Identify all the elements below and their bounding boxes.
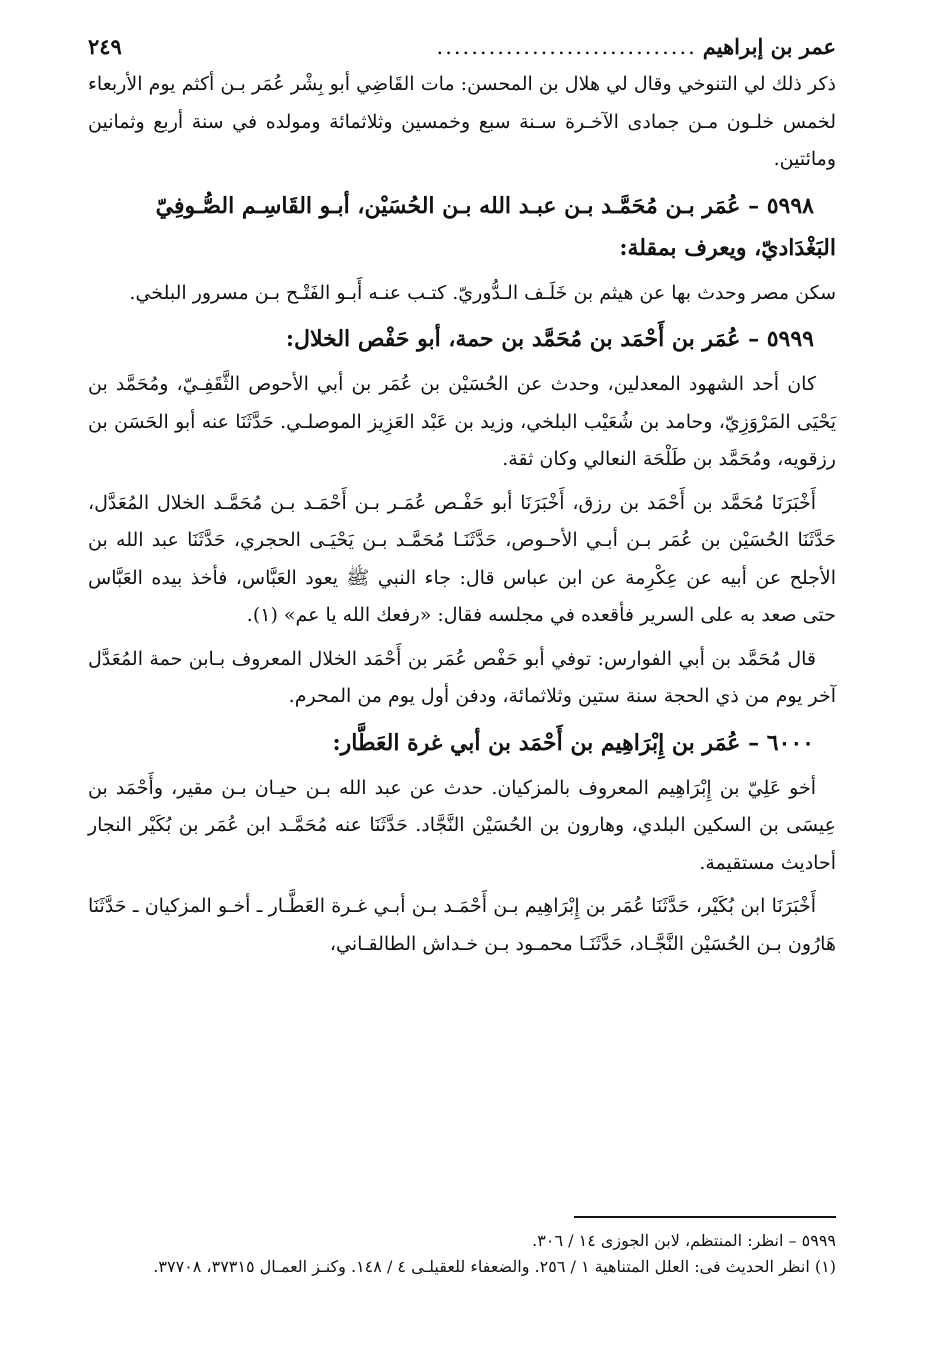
running-head: [88, 30, 836, 66]
paragraph-5998-body: سكن مصر وحدث بها عن هيثم بن خَلَـف الـدُّوريّ. كتـب عنـه أَبـو الفَتْـح بـن مسرور البلخي.: [129, 281, 836, 304]
entry-heading-5999: ٥٩٩٩ – عُمَر بن أَحْمَد بن مُحَمَّد بن حمة، أبو حَفْص الخلال:: [285, 326, 814, 352]
running-head-title: عمر بن إبراهيم: [702, 34, 836, 59]
footnote-5999: ٥٩٩٩ – انظر: المنتظم، لابن الجوزى ١٤ / ٣٠٦.: [532, 1231, 836, 1250]
running-head-leader-dots: ..............................: [436, 35, 697, 59]
footnote-separator-rule: [574, 1216, 836, 1218]
paragraph-5999-death: قال مُحَمَّد بن أبي الفوارس: توفي أبو حَفْص عُمَر بن أَحْمَد الخلال المعروف بـابن حمة المُعَدَّل آخر يوم من ذي الحجة سنة ستين وثلاثمائة، ودفن أول يوم من المحرم.: [88, 647, 836, 707]
paragraph-6000-hadith: أَخْبَرَنَا ابن بُكَيْر، حَدَّثَنَا عُمَر بن إِبْرَاهِيم بـن أَحْمَـد بـن أبـي غـرة العَطَّـار ـ أخـو المزكيان ـ حَدَّثَنَا هَارُون بـن الحُسَيْن النَّجَّـاد، حَدَّثَنَـا محمـود بـن خـداش الطالقـاني،: [88, 895, 836, 955]
footnotes: [88, 1216, 836, 1280]
entry-heading-6000: ٦٠٠٠ – عُمَر بن إِبْرَاهِيم بن أَحْمَد بن أبي غرة العَطَّار:: [332, 729, 814, 756]
paragraph-5999-bio: كان أحد الشهود المعدلين، وحدث عن الحُسَيْن بن عُمَر بن أبي الأحوص الثَّقَفِـيّ، ومُحَمَّد بن يَحْيَى المَرْوَزِيّ، وحامد بن شُعَيْب البلخي، وزيد بن عَبْد العَزِيز الموصلـي. حَدَّثَنَا عنه أبو الحَسَن بن رزقويه، ومُحَمَّد بن طَلْحَة النعالي وكان ثقة.: [88, 373, 836, 470]
footnote-1: (١) انظر الحديث فى: العلل المتناهية ١ / ٢٥٦. والضعفاء للعقيلـى ٤ / ١٤٨. وكنـز العمـال ٣٧٣١٥، ٣٧٧٠٨.: [153, 1257, 836, 1276]
paragraph-intro: ذكر ذلك لي التنوخي وقال لي هلال بن المحسن: مات القَاضِي أبو بِشْر عُمَر بـن أكثم يوم الأربعاء لخمس خلـون مـن جمادى الآخـرة سـنة سبع وخمسين وثلاثمائة ومولده في سنة أربع وثمانين ومائتين.: [88, 73, 836, 170]
entry-heading-5998: ٥٩٩٨ – عُمَر بـن مُحَمَّـد بـن عبـد الله بـن الحُسَيْن، أبـو القَاسِـم الصُّـوفِيّ البَغْدَاديّ، ويعرف بمقلة:: [155, 192, 836, 261]
book-page: [88, 30, 836, 969]
page-number: ٢٤٩: [88, 34, 122, 59]
paragraph-6000-bio: أخو عَلِيّ بن إِبْرَاهِيم المعروف بالمزكيان. حدث عن عبد الله بـن حيـان بـن مقير، وأَحْمَد بن عِيسَى بن السكين البلدي، وهارون بن الحُسَيْن النَّجَّاد. حَدَّثَنَا عنه مُحَمَّـد ابن عُمَر بن بُكَيْر النجار أحاديث مستقيمة.: [88, 776, 836, 874]
paragraph-5999-hadith: أَخْبَرَنَا مُحَمَّد بن أَحْمَد بن رزق، أَخْبَرَنَا أبو حَفْـص عُمَـر بـن أَحْمَـد بـن مُحَمَّـد الخلال المُعَدَّل، حَدَّثَنَا الحُسَيْن بن عُمَر بـن أبـي الأحـوص، حَدَّثَنَـا مُحَمَّـد بـن يَحْيَـى الحجري، حَدَّثَنَا عبد الله بن الأجلح عن أبيه عن عِكْرِمة عن ابن عباس قال: جاء النبي ﷺ يعود العَبَّاس، فأخذ بيده العَبَّاس حتى صعد به على السرير فأقعده في مجلسه فقال: «رفعك الله يا عم» (١).: [88, 491, 836, 626]
